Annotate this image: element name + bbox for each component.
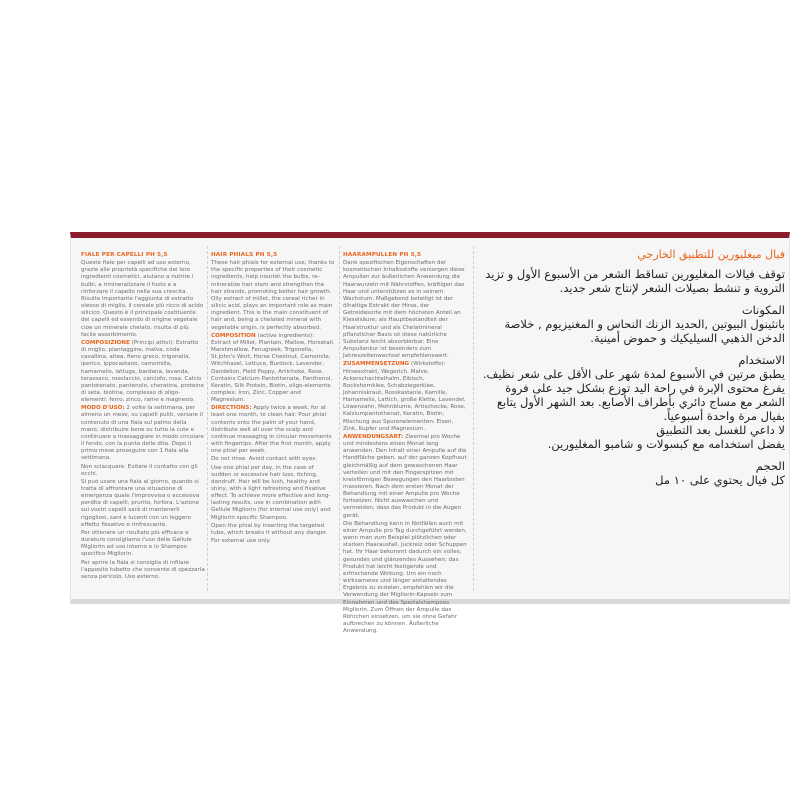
italian-usage-heading: MODO D'USO: — [81, 405, 125, 412]
arabic-usage — [479, 353, 785, 451]
arabic-composition-heading: المكونات — [741, 303, 785, 318]
italian-composition — [81, 340, 205, 404]
arabic-composition-body: بانثينول البيوتين ,الحديد الزنك النحاس و المغنيزيوم , خلاصة الدخن الذهبي السيليكيك و حموض أمينية. — [504, 317, 785, 346]
english-directions-body: Apply twice a week, for at least one month, to clean hair. Pour phial contents onto the palm of your hand, distribute well all over the scalp and continue massaging in circular movements with fingertips. After the first month, apply one phial per week. — [211, 405, 332, 455]
italian-extra: Si può usare una fiala al giorno, quando si tratta di affrontare una situazione di emergenza quale l'improvvisa o eccessiva perdita di capelli, prurito, forfora. L'azione sui vostri capelli sarà di mantenerli rigogliosi, sani e lucenti con un leggero effetto fissativo e rinfrescante. — [81, 478, 200, 528]
italian-title: FIALE PER CAPELLI PH 5,5 — [81, 252, 168, 258]
italian-composition-heading: COMPOSIZIONE — [81, 339, 130, 346]
german-intro: Dank spezifischen Eigenschaften der kosmetischen Inhaltsstoffe versorgen diese Ampullen zur äußerlichen Anwendung die Haarwurzeln mit Nährstoffen, kräftigen das Haar und unterstützen es in seinem Wachstum. Maßgebend beteiligt ist der ölhaltige Extrakt der Hirse, der Getreidesorte mit dem höchsten Anteil an Kieselsäure; als Hauptbestandteil der Haarstruktur und als Chelatmineral pflanzlicher Basis ist diese natürliche Substanz leicht absorbierbar. Eine Ampullenkur ist besonders zum Jahreszeitenwechsel empfehlenswert. — [343, 260, 465, 360]
arabic-volume — [479, 459, 785, 487]
italian-extra-2: Per ottenere un risultato più efficace e duraturo consigliamo l'uso delle Gellule Migliorin ad uso interno e lo Shampoo specifico Migliorin. — [81, 529, 192, 558]
italian-intro: Queste fiale per capelli ad uso esterno, grazie alle proprietà specifiche dei loro ingredienti cosmetici, aiutano a nutrire i bulbi, a rimineralizzare il fusto e a rinforzare il capello nella sua crescita. Risulta importante l'aggiunta di estratto oleoso di miglio, il cereale più ricco di acido silicico. Questo è il principale costituente dei capelli ed essendo di origine vegetale cioe un minerale chelato, risulta di più facile assorbimento. — [81, 260, 204, 338]
italian-warning: Non sciacquare. Evitare il contatto con gli occhi. — [81, 463, 198, 477]
german-text-column — [343, 252, 467, 635]
column-divider — [207, 246, 208, 591]
column-divider — [473, 246, 474, 591]
english-external: For external use only. — [211, 538, 271, 545]
arabic-title: فيال ميغليورين للتطبيق الخارجي — [637, 248, 785, 261]
column-divider — [339, 246, 340, 591]
english-directions — [211, 405, 335, 455]
english-composition — [211, 333, 335, 405]
arabic-preference: يفضل استخدامه مع كبسولات و شامبو المغليورين. — [547, 437, 785, 452]
arabic-volume-body: كل فيال يحتوي على ١٠ مل — [655, 473, 785, 488]
german-composition-heading: ZUSAMMENSETZUNG — [343, 361, 410, 368]
product-box-back — [70, 232, 790, 635]
arabic-intro: توقف فيالات المغليورين تساقط الشعر من الأسبوع الأول و تزيد التروية و تنشط بصيلات الشعر لإنتاج شعر جديد. — [485, 267, 785, 296]
german-composition — [343, 361, 467, 433]
arabic-volume-heading: الحجم — [755, 459, 785, 474]
italian-composition-body: (Principi attivi): Estratto di miglio, piantaggine, malva, coda cavallina, altea, fieno greco, trigonella, iperico, ippocastano, camomilla, hamamelis, lattuga, bardana, lavanda, tarassaco, rosolaccio, carciofo, rosa. Calcio pantotenato, pantenolo, cheratina, proteine di seta, biotina, complesso di oligo-elementi: ferro, zinco, rame e magnesio. — [81, 339, 204, 404]
english-text-column — [211, 252, 335, 591]
arabic-composition — [479, 303, 785, 345]
arabic-no-wash: لا داعي للغسل بعد التطبيق — [656, 423, 785, 438]
arabic-usage-body: يطبق مرتين في الأسبوع لمدة شهر على الأقل على شعر نظيف. يفرغ محتوى الإبرة في راحة اليد توزع بشكل جيد على فروة الشعر مع مساج دائري بأطراف الأصابع. بعد الشهر الأول يتابع بفيال مرة واحدة أسبوعياً. — [482, 367, 785, 424]
italian-usage-body: 2 volte la settimana, per almeno un mese, su capelli puliti, versare il contenuto di una fiala sul palmo della mano, distribuire bene su tutta la cute e continuare a massaggiare in modo circolare il fondo, con la punta delle dita. Dopo il primo mese proseguire con 1 fiala alla settimana. — [81, 405, 204, 462]
english-intro: These hair phials for external use, thanks to the specific properties of their cosmetic ingredients, help nourish the bulbs, re-mineralize hair stem and strengthen the hair strands, promoting better hair growth. Oily extract of millet, the cereal richer in silicic acid, plays an important role as main ingredient. This is the main constituent of hair and, being a chelated mineral with vegetable origin, is perfectly absorbed. — [211, 260, 335, 331]
german-usage-body: Zweimal pro Woche und mindestens einen Monat lang anwenden. Den Inhalt einer Ampulle auf die Handfläche geben, auf der ganzen Kopfhaut gleichmäßig auf dem gewaschenen Haar verteilen und mit den Fingerspitzen mit kreisförmigen Bewegungen den Haarboden massieren. Nach dem ersten Monat der Behandlung mit einer Ampulle pro Woche fortsetzen. Nicht auswaschen und vermeiden, dass das Produkt in die Augen gerät. — [343, 433, 467, 519]
arabic-usage-heading: الاستخدام — [738, 353, 785, 368]
german-usage-heading: ANWENDUNGSART: — [343, 433, 404, 440]
english-composition-heading: COMPOSITION — [211, 332, 256, 339]
english-extra: Use one phial per day, in the case of sudden or excessive hair loss, itching, dandruff. Hair will be lush, healthy and shiny, with a light refreshing and fixative effect. To achieve more effective and long-lasting results, use in combination with Gellule Migliorin (for internal use only) and Migliorin specific Shampoo. — [211, 464, 331, 521]
german-extra: Die Behandlung kann in Notfällen auch mit einer Ampulle pro Tag durchgeführt werden, wenn man zum Beispiel plötzlichen oder starken Haarausfall, Juckreiz oder Schuppen hat. Ihr Haar bekommt dadurch ein volles, gesundes und glänzendes Aussehen; das Produkt hat leicht festigende und erfrischende Wirkung. Um ein noch wirksameres und länger anhaltendes Ergebnis zu erzielen, empfehlen wir die Verwendung der Migliorin-Kapseln zum Einnehmen und des Spezialshampoos Migliorin. Zum Öffnen der Ampulle das Röhrchen einsetzen, um sie ohne Gefahr aufbrechen zu können. Äußerliche Anwendung. — [343, 520, 467, 635]
italian-open: Per aprire la fiala si consiglia di infilare l'apposito tubetto che consente di spezzarla senza pericolo. Uso esterno. — [81, 559, 205, 580]
german-usage — [343, 434, 467, 520]
english-title: HAIR PHIALS PH 5,5 — [211, 252, 278, 258]
english-rinse: Do not rinse. Avoid contact with eyes. — [211, 456, 318, 463]
german-composition-body: (Wirkstoffe): Hirseextrakt, Wegerich, Malve, Ackerschachtelhalm, Eibisch, Bockshornklee, Schabziegerklee, Johanniskraut, Rosskastanie, Kamille, Hamamelis, Lattich, große Klette, Lavendel, Löwenzahn, Mohnblume, Artischocke, Rose, Kalziumpantothenat, Keratin, Biotin, Mischung aus Spurenelementen: Eisen, Zink, Kupfer und Magnesium. — [343, 361, 466, 432]
english-composition-body: (active ingredients): Extract of Millet, Plantain, Mallow, Horsetail, Marshmallow, Fenugreek, Trigonella, St.John's Wort, Horse Chestnut, Camomile, Witchhazel, Lettuce, Burdock, Lavender, Dandelion, Field Poppy, Artichoke, Rose. Contains Calcium Pantothenate, Panthenol, Keratin, Silk Protein, Biotin, oligo-elements complex: Iron, Zinc, Copper and Magnesium. — [211, 332, 335, 404]
arabic-label-panel — [479, 248, 785, 591]
english-directions-heading: DIRECTIONS: — [211, 405, 252, 412]
italian-text-column — [81, 252, 205, 591]
german-title: HAARAMPULLEN PH 5,5 — [343, 252, 422, 258]
italian-usage — [81, 405, 205, 462]
english-open: Open the phial by inserting the targeted tube, which breaks it without any danger. — [211, 522, 328, 536]
